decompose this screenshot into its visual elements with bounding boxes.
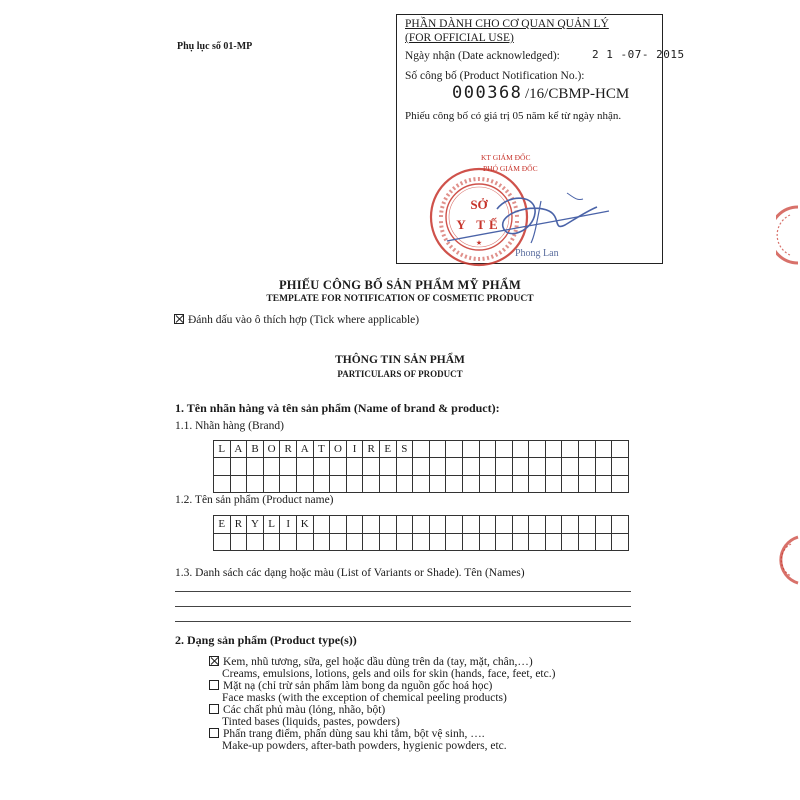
official-use-box xyxy=(396,14,685,264)
grid-cell xyxy=(247,458,264,475)
grid-cell xyxy=(546,441,563,458)
grid-cell xyxy=(579,458,596,475)
section-1-title: 1. Tên nhãn hàng và tên sản phẩm (Name of brand & product): xyxy=(175,401,500,415)
product-type-label-vn: Phấn trang điểm, phấn dùng sau khi tắm, bột vệ sinh, …. xyxy=(223,728,485,740)
svg-text:Y TẾ: Y TẾ xyxy=(456,217,502,232)
grid-cell xyxy=(247,534,264,552)
grid-cell xyxy=(413,476,430,493)
tick-sample-checkbox xyxy=(174,314,184,324)
grid-cell: L xyxy=(264,516,281,534)
grid-cell xyxy=(231,458,248,475)
grid-cell xyxy=(612,534,629,552)
variants-line xyxy=(175,591,631,592)
grid-cell: O xyxy=(330,441,347,458)
product-name-label: 1.2. Tên sản phẩm (Product name) xyxy=(175,494,334,506)
grid-cell xyxy=(397,516,414,534)
grid-cell xyxy=(496,458,513,475)
grid-cell xyxy=(214,476,231,493)
grid-cell: B xyxy=(247,441,264,458)
grid-cell: R xyxy=(363,441,380,458)
grid-cell xyxy=(347,458,364,475)
brand-label: 1.1. Nhãn hàng (Brand) xyxy=(175,420,284,432)
grid-cell xyxy=(380,476,397,493)
official-use-title: PHẦN DÀNH CHO CƠ QUAN QUẢN LÝ xyxy=(405,18,609,30)
grid-cell xyxy=(546,476,563,493)
section-2-title: 2. Dạng sản phẩm (Product type(s)) xyxy=(175,633,357,647)
edge-stamp-fragment-bottom xyxy=(776,535,800,585)
deputy-director-label: PHÓ GIÁM ĐỐC xyxy=(483,164,538,173)
grid-cell xyxy=(529,534,546,552)
grid-cell xyxy=(330,534,347,552)
grid-cell xyxy=(513,516,530,534)
product-info-heading-en: PARTICULARS OF PRODUCT xyxy=(337,369,463,379)
grid-cell xyxy=(413,458,430,475)
grid-cell xyxy=(612,516,629,534)
grid-cell xyxy=(612,476,629,493)
grid-cell xyxy=(496,516,513,534)
product-type-option xyxy=(209,680,492,692)
grid-cell xyxy=(330,516,347,534)
grid-cell xyxy=(297,534,314,552)
grid-cell xyxy=(612,441,629,458)
grid-cell xyxy=(513,534,530,552)
form-title-vn: PHIẾU CÔNG BỐ SẢN PHẨM MỸ PHẨM xyxy=(278,278,522,292)
grid-cell xyxy=(562,534,579,552)
grid-cell: Y xyxy=(247,516,264,534)
grid-cell: I xyxy=(347,441,364,458)
grid-cell xyxy=(529,476,546,493)
grid-cell xyxy=(430,476,447,493)
grid-cell xyxy=(579,534,596,552)
grid-cell: E xyxy=(380,441,397,458)
grid-cell xyxy=(596,516,613,534)
form-title-en: TEMPLATE FOR NOTIFICATION OF COSMETIC PRODUCT xyxy=(266,294,534,304)
grid-cell xyxy=(330,476,347,493)
grid-cell xyxy=(562,516,579,534)
product-type-checkbox[interactable] xyxy=(209,728,219,738)
grid-cell xyxy=(496,534,513,552)
svg-text:★: ★ xyxy=(475,239,483,247)
grid-cell: E xyxy=(214,516,231,534)
grid-cell xyxy=(430,441,447,458)
grid-cell xyxy=(363,534,380,552)
grid-cell xyxy=(314,516,331,534)
grid-cell: A xyxy=(231,441,248,458)
grid-cell xyxy=(430,516,447,534)
grid-cell xyxy=(546,516,563,534)
grid-cell xyxy=(214,534,231,552)
grid-cell xyxy=(264,458,281,475)
grid-cell: K xyxy=(297,516,314,534)
grid-cell xyxy=(579,516,596,534)
signature xyxy=(437,191,617,253)
grid-cell xyxy=(480,476,497,493)
grid-cell xyxy=(480,458,497,475)
grid-cell xyxy=(463,441,480,458)
grid-cell xyxy=(297,458,314,475)
product-type-label-en: Tinted bases (liquids, pastes, powders) xyxy=(222,716,400,728)
grid-cell xyxy=(596,458,613,475)
product-type-label-en: Face masks (with the exception of chemical peeling products) xyxy=(222,692,507,704)
grid-cell xyxy=(231,476,248,493)
product-type-checkbox[interactable] xyxy=(209,680,219,690)
brand-grid xyxy=(213,440,629,493)
tick-instruction-text: Đánh dấu vào ô thích hợp (Tick where applicable) xyxy=(188,314,420,326)
signer-name: Phong Lan xyxy=(515,248,559,259)
product-type-label-en: Make-up powders, after-bath powders, hygienic powders, etc. xyxy=(222,740,507,752)
grid-cell xyxy=(380,516,397,534)
grid-cell xyxy=(463,476,480,493)
grid-cell xyxy=(430,534,447,552)
date-acknowledged-value: 2 1 -07- 2015 xyxy=(592,48,685,61)
validity-note: Phiếu công bố có giá trị 05 năm kể từ ngày nhận. xyxy=(405,110,622,122)
grid-cell xyxy=(330,458,347,475)
grid-cell: L xyxy=(214,441,231,458)
grid-cell xyxy=(314,476,331,493)
grid-cell xyxy=(413,441,430,458)
grid-cell xyxy=(297,476,314,493)
grid-cell xyxy=(529,441,546,458)
tick-instruction xyxy=(174,314,419,326)
notification-number-value: 000368 xyxy=(452,83,523,103)
edge-stamp-fragment-top xyxy=(776,205,800,265)
grid-cell xyxy=(347,476,364,493)
kt-director-label: KT GIÁM ĐỐC xyxy=(481,153,531,162)
grid-cell: R xyxy=(280,441,297,458)
grid-cell xyxy=(529,458,546,475)
grid-cell xyxy=(446,458,463,475)
variants-label: 1.3. Danh sách các dạng hoặc màu (List of Variants or Shade). Tên (Names) xyxy=(175,567,525,579)
svg-text:SỞ: SỞ xyxy=(470,197,488,212)
grid-cell xyxy=(214,458,231,475)
grid-cell xyxy=(397,534,414,552)
grid-cell: I xyxy=(280,516,297,534)
product-type-checkbox[interactable] xyxy=(209,656,219,666)
grid-cell xyxy=(446,516,463,534)
grid-cell xyxy=(380,458,397,475)
grid-cell xyxy=(596,476,613,493)
grid-cell xyxy=(247,476,264,493)
grid-cell xyxy=(546,458,563,475)
grid-cell xyxy=(231,534,248,552)
grid-cell: T xyxy=(314,441,331,458)
grid-cell xyxy=(363,516,380,534)
grid-cell xyxy=(430,458,447,475)
grid-cell xyxy=(264,534,281,552)
official-use-subtitle: (FOR OFFICIAL USE) xyxy=(405,32,514,44)
grid-cell xyxy=(463,534,480,552)
grid-cell xyxy=(496,476,513,493)
product-type-option xyxy=(209,728,485,740)
variants-line xyxy=(175,606,631,607)
grid-cell xyxy=(264,476,281,493)
grid-cell xyxy=(579,476,596,493)
variants-line xyxy=(175,621,631,622)
grid-cell xyxy=(513,458,530,475)
grid-cell xyxy=(380,534,397,552)
grid-cell xyxy=(280,534,297,552)
grid-cell xyxy=(480,441,497,458)
grid-cell xyxy=(480,516,497,534)
grid-cell xyxy=(413,516,430,534)
grid-cell xyxy=(513,441,530,458)
product-type-label-vn: Kem, nhũ tương, sữa, gel hoặc dầu dùng trên da (tay, mặt, chân,…) xyxy=(223,656,533,668)
grid-cell xyxy=(347,516,364,534)
grid-cell xyxy=(546,534,563,552)
product-type-option xyxy=(209,656,533,668)
grid-cell xyxy=(446,476,463,493)
grid-cell xyxy=(579,441,596,458)
grid-cell xyxy=(529,516,546,534)
notification-number-label: Số công bố (Product Notification No.): xyxy=(405,70,585,82)
grid-cell xyxy=(562,441,579,458)
date-acknowledged-label: Ngày nhận (Date acknowledged): xyxy=(405,50,560,62)
notification-number-suffix: /16/CBMP-HCM xyxy=(525,86,630,102)
grid-cell xyxy=(496,441,513,458)
grid-cell xyxy=(596,441,613,458)
grid-cell xyxy=(446,534,463,552)
grid-cell xyxy=(280,476,297,493)
product-type-label-vn: Các chất phủ màu (lỏng, nhão, bột) xyxy=(223,704,386,716)
grid-cell: O xyxy=(264,441,281,458)
grid-cell xyxy=(347,534,364,552)
appendix-label: Phụ lục số 01-MP xyxy=(177,41,253,52)
grid-cell xyxy=(280,458,297,475)
grid-cell xyxy=(463,516,480,534)
grid-cell xyxy=(480,534,497,552)
product-type-label-vn: Mặt nạ (chỉ trừ sản phẩm làm bong da nguồn gốc hoá học) xyxy=(223,680,493,692)
grid-cell xyxy=(513,476,530,493)
product-type-checkbox[interactable] xyxy=(209,704,219,714)
grid-cell xyxy=(446,441,463,458)
grid-cell xyxy=(413,534,430,552)
grid-cell xyxy=(463,458,480,475)
grid-cell xyxy=(562,458,579,475)
grid-cell xyxy=(612,458,629,475)
grid-cell xyxy=(397,476,414,493)
grid-cell: A xyxy=(297,441,314,458)
grid-cell xyxy=(596,534,613,552)
grid-cell: R xyxy=(231,516,248,534)
grid-cell xyxy=(363,458,380,475)
grid-cell: S xyxy=(397,441,414,458)
product-info-heading-vn: THÔNG TIN SẢN PHẨM xyxy=(335,354,465,366)
grid-cell xyxy=(314,534,331,552)
product-type-label-en: Creams, emulsions, lotions, gels and oils for skin (hands, face, feet, etc.) xyxy=(222,668,556,680)
product-type-option xyxy=(209,704,385,716)
grid-cell xyxy=(562,476,579,493)
grid-cell xyxy=(397,458,414,475)
grid-cell xyxy=(363,476,380,493)
grid-cell xyxy=(314,458,331,475)
product-name-grid xyxy=(213,515,629,551)
